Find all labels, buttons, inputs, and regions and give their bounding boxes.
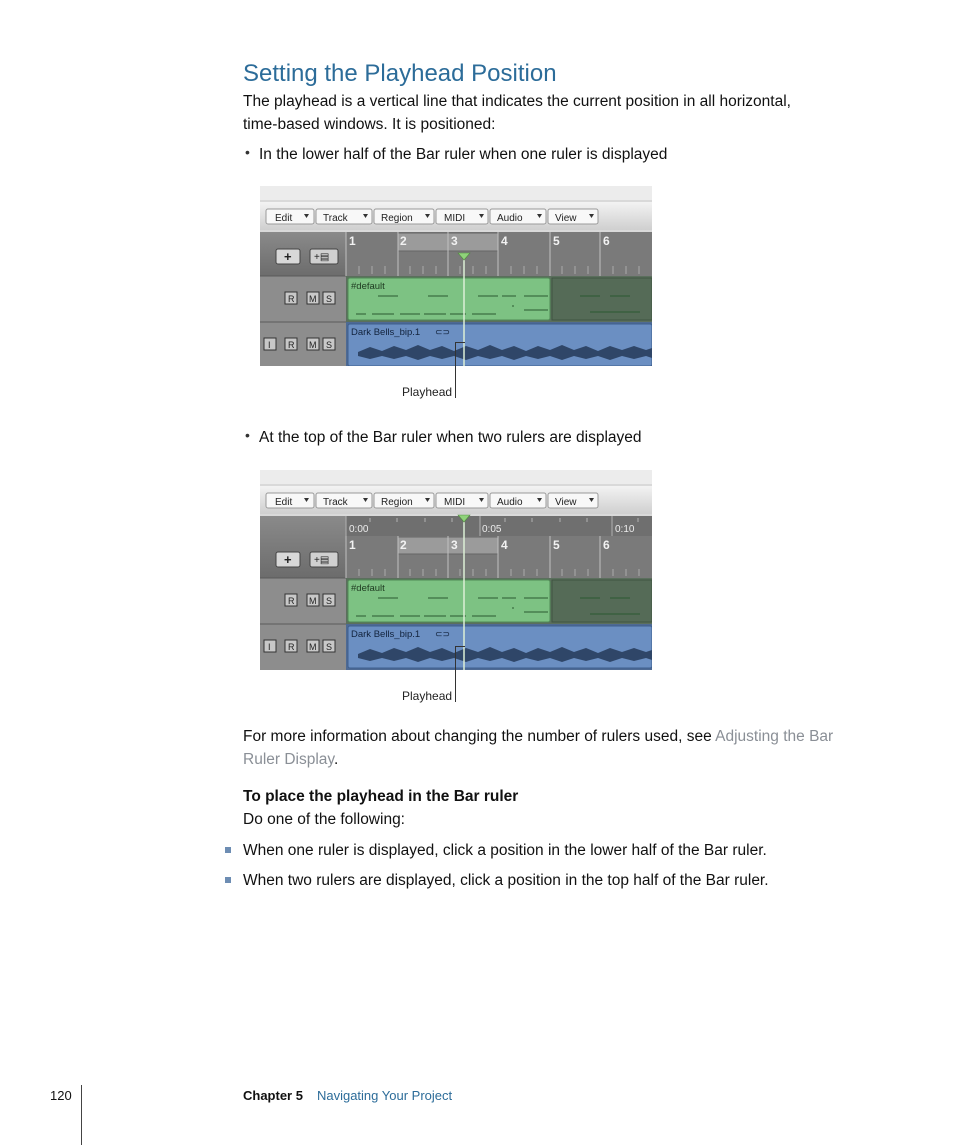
bar-number: 5 [553,234,560,248]
bar-number: 1 [349,234,356,248]
intro-line-2: time-based windows. It is positioned: [243,116,496,133]
plus-icon: + [284,249,292,264]
bar-number: 3 [451,234,458,248]
plus-icon: + [284,552,292,567]
bar-number: 3 [451,538,458,552]
menu-midi[interactable]: MIDI [444,213,466,224]
bar-number: 4 [501,538,508,552]
menu-view[interactable]: View [555,213,577,224]
bar-number: 6 [603,538,610,552]
menu-view[interactable]: View [555,497,577,508]
mute-button[interactable]: M [309,294,317,304]
more-info-line-1 [243,725,833,748]
mute-button[interactable]: M [309,642,317,652]
midi-region-label: #default [351,583,385,594]
solo-button[interactable]: S [326,596,333,606]
callout-line [455,342,456,398]
bar-number: 6 [603,234,610,248]
callout-line [455,646,465,647]
toolbar-menus [266,209,598,224]
solo-button[interactable]: S [326,294,333,304]
audio-region-label: Dark Bells_bip.1 [351,327,421,338]
toolbar-menus [266,493,598,508]
mute-button[interactable]: M [309,596,317,606]
figure-one-ruler [260,186,652,366]
time-label: 0:05 [482,524,502,535]
bar-number: 2 [400,538,407,552]
step-bullet-icon [225,877,231,883]
time-label: 0:10 [615,524,635,535]
bar-number: 5 [553,538,560,552]
record-button[interactable]: R [288,340,295,350]
menu-region[interactable]: Region [381,213,413,224]
solo-button[interactable]: S [326,642,333,652]
bar-number: 1 [349,538,356,552]
loop-icon: ⊂⊃ [435,327,451,337]
menu-track[interactable]: Track [323,497,348,508]
task-step-2: When two rulers are displayed, click a position in the top half of the Bar ruler. [243,872,769,889]
menu-audio[interactable]: Audio [497,497,523,508]
menu-region[interactable]: Region [381,497,413,508]
input-monitor-button[interactable]: I [268,340,271,350]
callout-line [455,646,456,702]
intro-line-1: The playhead is a vertical line that indicates the current position in all horizontal, [243,93,791,110]
bar-number: 4 [501,234,508,248]
record-button[interactable]: R [288,642,295,652]
adjusting-bar-ruler-link[interactable]: Ruler Display [243,751,335,768]
bar-number: 2 [400,234,407,248]
bullet-text-2: At the top of the Bar ruler when two rulers are displayed [259,429,642,446]
footer-chapter [243,1088,452,1103]
audio-region-label: Dark Bells_bip.1 [351,629,421,640]
playhead-caption: Playhead [402,385,453,399]
page-title: Setting the Playhead Position [243,60,557,87]
record-button[interactable]: R [288,596,295,606]
mute-button[interactable]: M [309,340,317,350]
more-info-period: . [334,751,339,768]
bullet-dot: • [245,427,250,443]
loop-icon: ⊂⊃ [435,629,451,639]
menu-edit[interactable]: Edit [275,497,293,508]
adjusting-bar-ruler-link[interactable]: Adjusting the Bar [715,728,834,745]
midi-region-label: #default [351,281,385,292]
footer-divider [81,1085,82,1145]
bullet-dot: • [245,144,250,160]
page-number: 120 [50,1088,72,1103]
input-monitor-button[interactable]: I [268,642,271,652]
playhead-caption: Playhead [402,689,453,703]
bullet-text-1: In the lower half of the Bar ruler when one ruler is displayed [259,146,668,163]
menu-audio[interactable]: Audio [497,213,523,224]
chapter-label: Chapter 5 [243,1088,303,1103]
solo-button[interactable]: S [326,340,333,350]
time-label: 0:00 [349,524,369,535]
menu-track[interactable]: Track [323,213,348,224]
menu-edit[interactable]: Edit [275,213,293,224]
task-step-1: When one ruler is displayed, click a position in the lower half of the Bar ruler. [243,842,767,859]
chapter-name: Navigating Your Project [316,1088,453,1103]
callout-line [455,342,465,343]
duplicate-icon: +▤ [314,555,330,566]
figure-two-rulers [260,470,652,670]
menu-midi[interactable]: MIDI [444,497,466,508]
step-bullet-icon [225,847,231,853]
more-info-text: For more information about changing the number of rulers used, see [243,728,716,745]
more-info-line-2 [243,748,338,771]
task-heading: To place the playhead in the Bar ruler [243,788,519,805]
task-lead: Do one of the following: [243,811,405,828]
duplicate-icon: +▤ [314,252,330,263]
record-button[interactable]: R [288,294,295,304]
